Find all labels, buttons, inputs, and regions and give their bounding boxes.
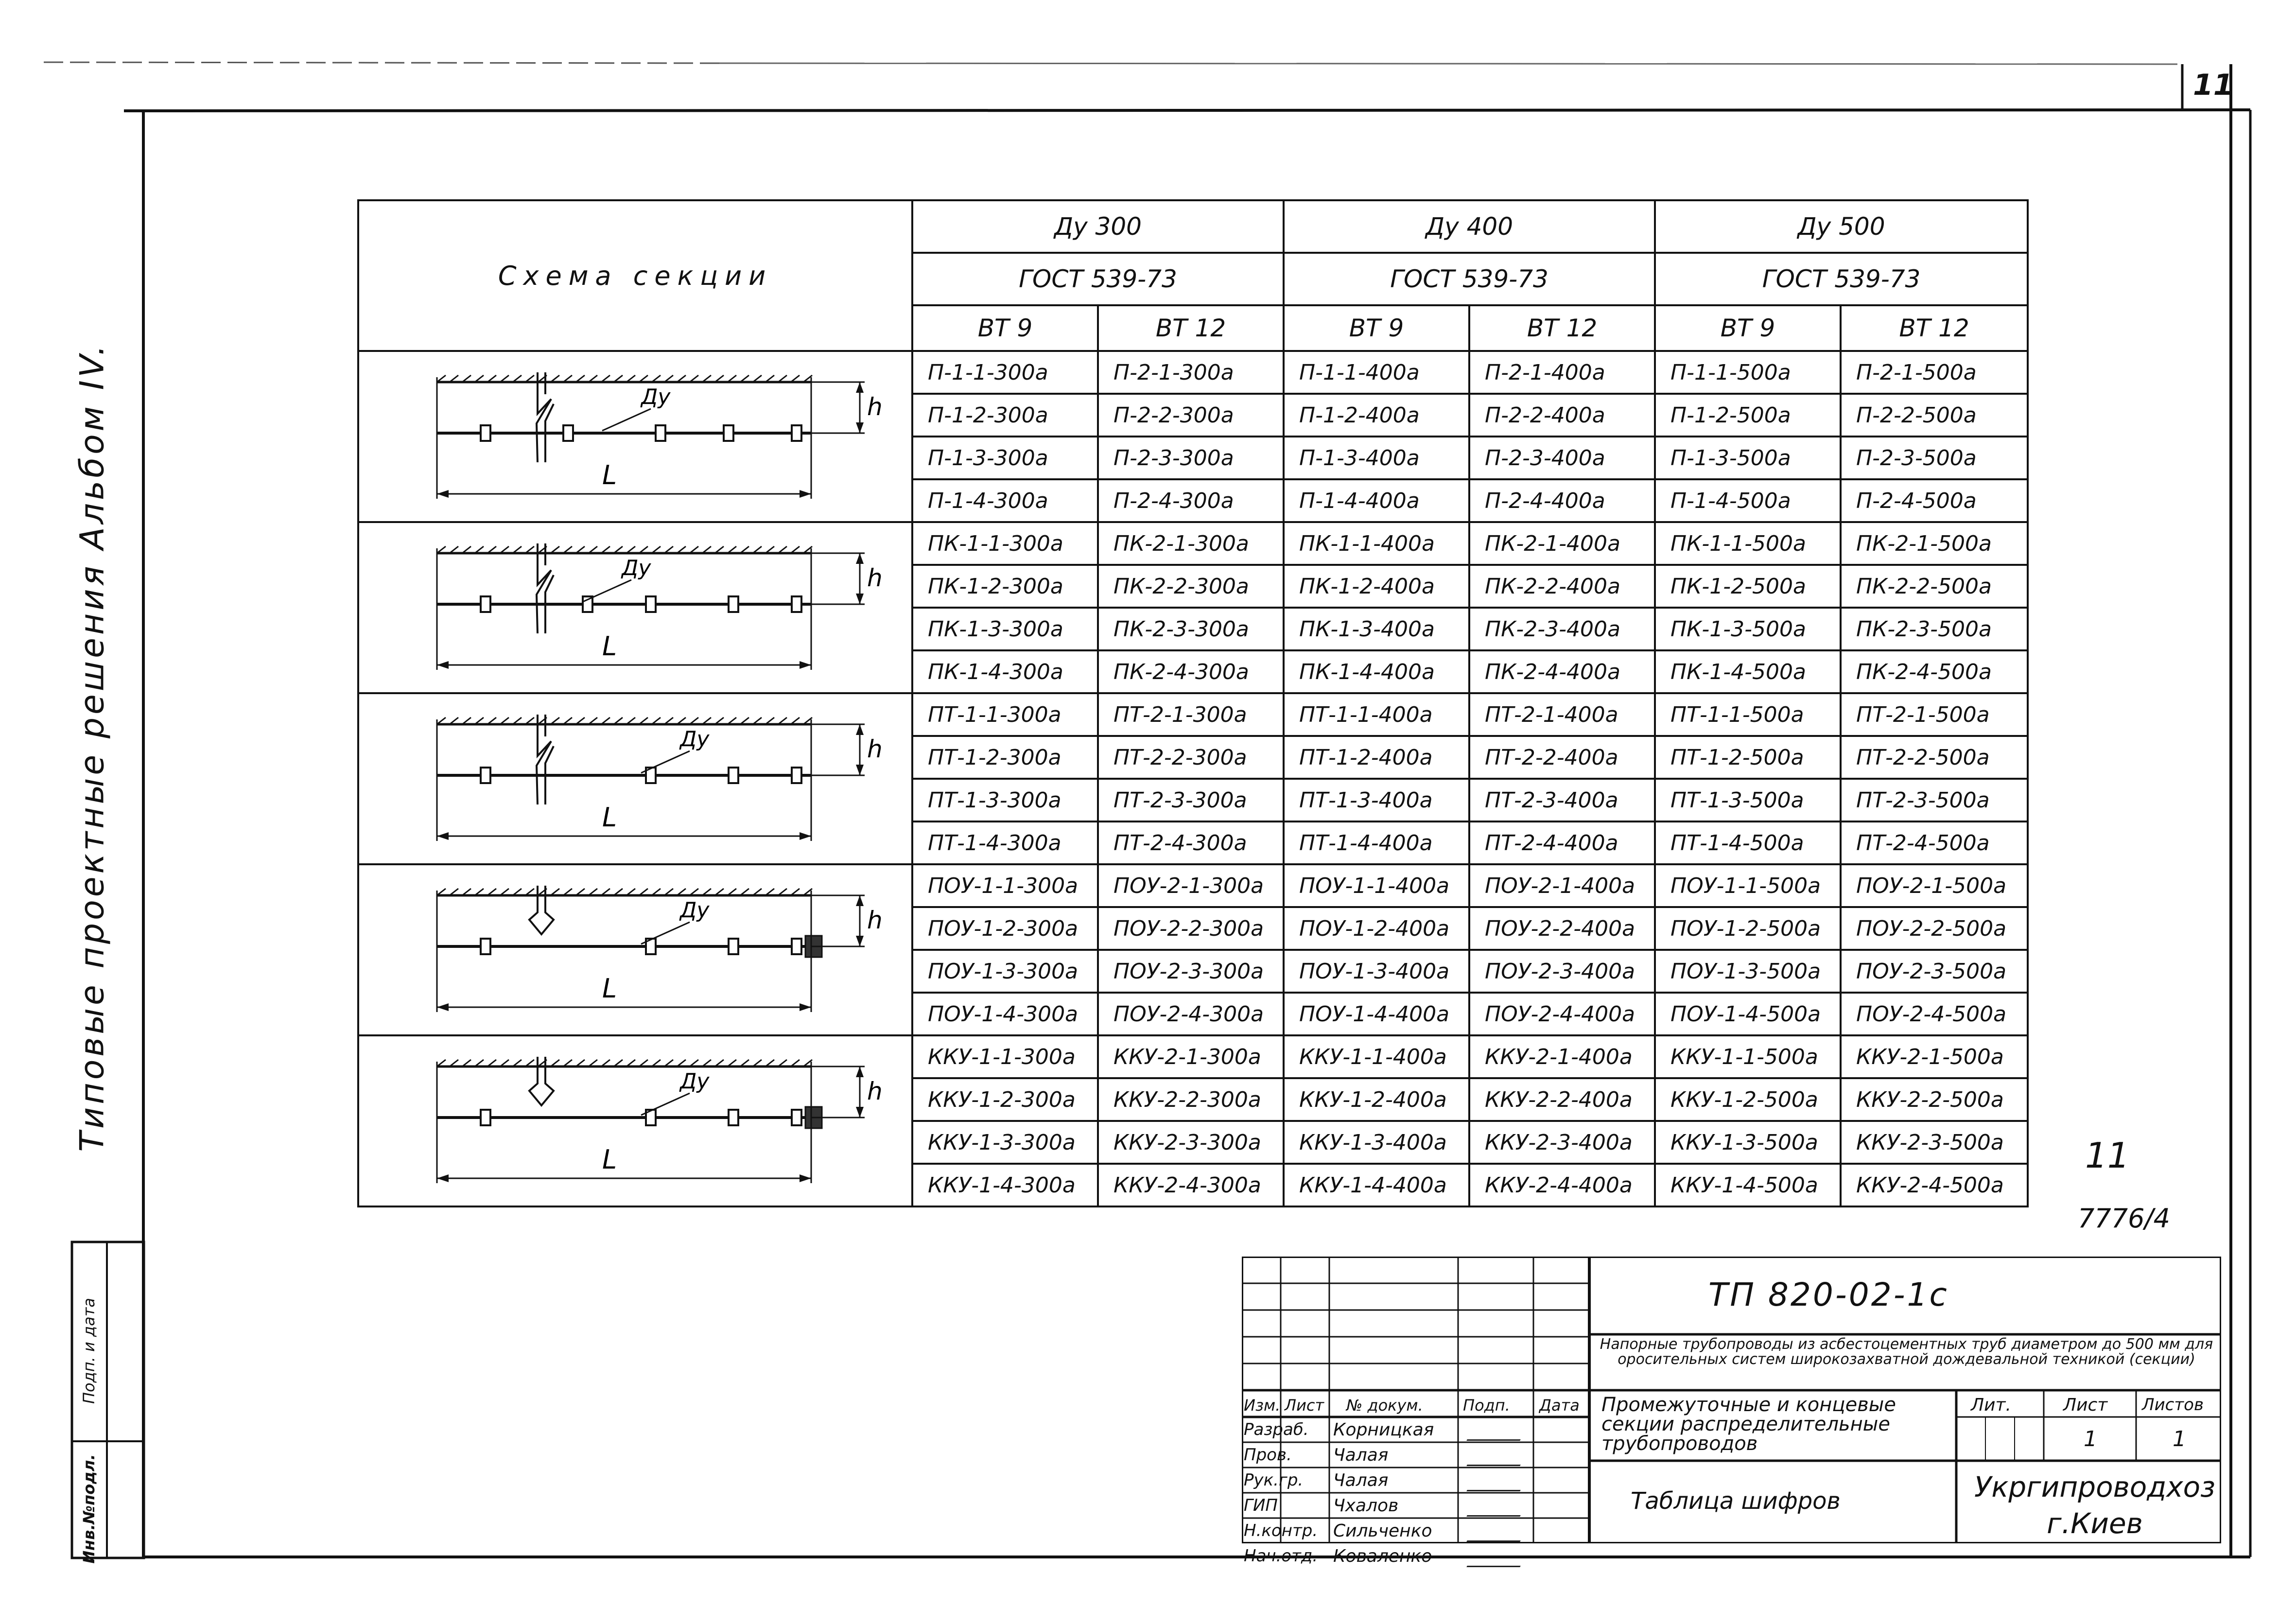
subheader-bt12: ВТ 12 [1098, 305, 1284, 351]
code-cell-bt9-500: ПОУ-1-3-500а [1655, 950, 1841, 993]
org-name: Укргипроводхоз [1974, 1470, 2215, 1503]
schema-header [358, 200, 912, 351]
code-cell-bt12-300: П-2-3-300а [1098, 437, 1284, 479]
code-cell-bt9-300: ПК-1-1-300а [912, 522, 1098, 565]
du-leader [641, 922, 690, 944]
code-cell-bt12-500: П-2-2-500а [1841, 394, 2028, 437]
code-cell-bt9-400: ПТ-1-3-400а [1284, 779, 1469, 821]
code-cell-bt12-300: П-2-1-300а [1098, 351, 1284, 394]
title-block [1242, 1257, 2221, 1566]
group-du-300: Ду 300 [912, 200, 1284, 253]
code-cell-bt9-500: ПК-1-1-500а [1655, 522, 1841, 565]
sheets-total: 1 [2173, 1427, 2186, 1451]
handwritten-signature [1466, 1551, 1527, 1567]
schema-cell-p [358, 351, 912, 522]
code-cell-bt9-400: П-1-2-400а [1284, 394, 1469, 437]
schema-cell-pou [358, 864, 912, 1035]
code-cell-bt9-400: П-1-4-400а [1284, 479, 1469, 522]
handwritten-signature [1466, 1450, 1527, 1466]
code-cell-bt12-400: ПТ-2-4-400а [1469, 821, 1655, 864]
code-cell-bt12-400: П-2-2-400а [1469, 394, 1655, 437]
staff-role: Рук.гр. [1244, 1470, 1304, 1490]
section-schema-diagram [359, 524, 911, 692]
code-cell-bt9-500: ПТ-1-2-500а [1655, 736, 1841, 779]
code-cell-bt12-400: ККУ-2-3-400а [1469, 1121, 1655, 1164]
project-code: ТП 820-02-1с [1708, 1276, 1949, 1313]
code-cell-bt9-500: П-1-3-500а [1655, 437, 1841, 479]
sheet-number: 1 [2084, 1427, 2097, 1451]
code-cell-bt12-400: ПК-2-4-400а [1469, 650, 1655, 693]
length-label: L [602, 630, 617, 662]
side-field-signature: Подп. и дата [80, 1298, 98, 1404]
sheet-name: Промежуточные и концевые секции распределительные трубопроводов [1601, 1394, 1896, 1455]
code-cell-bt9-300: П-1-4-300а [912, 479, 1098, 522]
code-cell-bt12-300: ПК-2-3-300а [1098, 608, 1284, 650]
length-label: L [602, 973, 617, 1004]
code-cell-bt9-300: ПОУ-1-1-300а [912, 864, 1098, 907]
code-cell-bt9-500: ККУ-1-3-500а [1655, 1121, 1841, 1164]
staff-name: Корницкая [1333, 1420, 1434, 1440]
pipe-coupling [729, 939, 738, 954]
staff-role: Н.контр. [1244, 1521, 1318, 1540]
staff-role: Разраб. [1244, 1420, 1309, 1439]
code-cell-bt12-500: ПК-2-3-500а [1841, 608, 2028, 650]
code-cell-bt9-500: П-1-1-500а [1655, 351, 1841, 394]
code-cell-bt9-500: ККУ-1-1-500а [1655, 1035, 1841, 1078]
schema-cell-pt [358, 693, 912, 864]
du-leader [641, 751, 690, 773]
code-cell-bt12-400: ПТ-2-2-400а [1469, 736, 1655, 779]
pipe-coupling [724, 425, 733, 441]
code-cell-bt12-500: ККУ-2-4-500а [1841, 1164, 2028, 1206]
code-cell-bt9-500: ПТ-1-3-500а [1655, 779, 1841, 821]
length-label: L [602, 802, 617, 833]
codes-table [357, 199, 2029, 1207]
staff-name: Чалая [1333, 1445, 1389, 1465]
section-schema-diagram [359, 353, 911, 521]
col-izm: Изм. [1244, 1396, 1281, 1415]
code-cell-bt9-500: ПОУ-1-1-500а [1655, 864, 1841, 907]
code-cell-bt9-500: П-1-4-500а [1655, 479, 1841, 522]
pipe-coupling [481, 939, 490, 954]
pipe-coupling [481, 596, 490, 612]
pipe-coupling [729, 596, 738, 612]
side-field-inventory: Инв.№подл. [80, 1454, 98, 1564]
code-cell-bt12-400: ККУ-2-1-400а [1469, 1035, 1655, 1078]
schema-header-text: Схема секции [498, 260, 773, 291]
pipe-coupling [481, 1110, 490, 1125]
code-cell-bt9-400: ПОУ-1-2-400а [1284, 907, 1469, 950]
code-cell-bt9-500: ККУ-1-4-500а [1655, 1164, 1841, 1206]
code-cell-bt9-500: ПОУ-1-4-500а [1655, 993, 1841, 1035]
code-cell-bt9-300: ПОУ-1-3-300а [912, 950, 1098, 993]
height-label: h [867, 1077, 883, 1105]
code-cell-bt9-400: ПТ-1-1-400а [1284, 693, 1469, 736]
side-album-title: Типовые проектные решения Альбом IV. [73, 342, 112, 1152]
pipe-coupling [792, 425, 801, 441]
code-cell-bt9-300: П-1-2-300а [912, 394, 1098, 437]
subheader-bt9: ВТ 9 [1284, 305, 1469, 351]
code-cell-bt12-500: ПТ-2-4-500а [1841, 821, 2028, 864]
code-cell-bt12-300: ПК-2-2-300а [1098, 565, 1284, 608]
schema-cell-kku [358, 1035, 912, 1206]
code-cell-bt12-300: ПОУ-2-1-300а [1098, 864, 1284, 907]
code-cell-bt9-500: П-1-2-500а [1655, 394, 1841, 437]
gost-500: ГОСТ 539-73 [1655, 253, 2028, 305]
col-doc: № докум. [1346, 1396, 1423, 1415]
code-cell-bt12-300: ПТ-2-4-300а [1098, 821, 1284, 864]
riser-pipe [537, 543, 554, 633]
code-cell-bt9-300: ПТ-1-2-300а [912, 736, 1098, 779]
subheader-bt12: ВТ 12 [1469, 305, 1655, 351]
pipe-coupling [792, 1110, 801, 1125]
du-label: Ду [680, 1068, 710, 1094]
code-cell-bt9-400: ККУ-1-2-400а [1284, 1078, 1469, 1121]
code-cell-bt9-400: П-1-1-400а [1284, 351, 1469, 394]
col-date: Дата [1539, 1396, 1580, 1415]
pipe-coupling [729, 768, 738, 783]
du-leader [641, 1093, 690, 1115]
code-cell-bt9-400: ПК-1-3-400а [1284, 608, 1469, 650]
height-label: h [867, 563, 883, 592]
pipe-coupling [563, 425, 573, 441]
org-city: г.Киев [2047, 1507, 2143, 1540]
code-cell-bt12-400: ПОУ-2-1-400а [1469, 864, 1655, 907]
code-cell-bt9-500: ПК-1-2-500а [1655, 565, 1841, 608]
code-cell-bt9-300: П-1-3-300а [912, 437, 1098, 479]
code-cell-bt9-500: ККУ-1-2-500а [1655, 1078, 1841, 1121]
code-cell-bt9-500: ПК-1-4-500а [1655, 650, 1841, 693]
pipe-coupling [729, 1110, 738, 1125]
group-du-400: Ду 400 [1284, 200, 1655, 253]
code-cell-bt9-300: ПТ-1-3-300а [912, 779, 1098, 821]
code-cell-bt9-300: ПТ-1-4-300а [912, 821, 1098, 864]
code-cell-bt12-300: П-2-4-300а [1098, 479, 1284, 522]
length-label: L [602, 1144, 617, 1175]
code-cell-bt9-300: П-1-1-300а [912, 351, 1098, 394]
code-cell-bt12-500: П-2-3-500а [1841, 437, 2028, 479]
code-cell-bt9-400: ПОУ-1-1-400а [1284, 864, 1469, 907]
code-cell-bt12-500: ПТ-2-2-500а [1841, 736, 2028, 779]
staff-role: ГИП [1244, 1496, 1278, 1515]
code-cell-bt12-300: ККУ-2-4-300а [1098, 1164, 1284, 1206]
riser-pipe [537, 372, 554, 462]
col-list: Лист [1285, 1396, 1324, 1415]
code-cell-bt12-300: ПК-2-4-300а [1098, 650, 1284, 693]
code-cell-bt9-400: ККУ-1-3-400а [1284, 1121, 1469, 1164]
code-cell-bt9-500: ПТ-1-4-500а [1655, 821, 1841, 864]
code-cell-bt12-300: ПОУ-2-2-300а [1098, 907, 1284, 950]
staff-name: Коваленко [1333, 1546, 1432, 1566]
code-cell-bt9-400: ПК-1-1-400а [1284, 522, 1469, 565]
code-cell-bt9-300: ККУ-1-1-300а [912, 1035, 1098, 1078]
height-label: h [867, 392, 883, 421]
code-cell-bt12-500: ПК-2-1-500а [1841, 522, 2028, 565]
col-sign: Подп. [1463, 1396, 1510, 1415]
schema-cell-pk [358, 522, 912, 693]
code-cell-bt12-500: ПК-2-2-500а [1841, 565, 2028, 608]
height-label: h [867, 734, 883, 763]
handwritten-signature [1466, 1475, 1527, 1491]
code-cell-bt9-500: ПТ-1-1-500а [1655, 693, 1841, 736]
code-cell-bt12-500: ПТ-2-3-500а [1841, 779, 2028, 821]
code-cell-bt12-500: П-2-4-500а [1841, 479, 2028, 522]
pipe-coupling [656, 425, 665, 441]
staff-name: Сильченко [1333, 1521, 1432, 1541]
code-cell-bt9-500: ПОУ-1-2-500а [1655, 907, 1841, 950]
table-row [358, 351, 2028, 394]
code-cell-bt12-500: ККУ-2-3-500а [1841, 1121, 2028, 1164]
code-cell-bt9-400: ПК-1-2-400а [1284, 565, 1469, 608]
code-cell-bt9-400: ПТ-1-4-400а [1284, 821, 1469, 864]
staff-name: Чхалов [1333, 1496, 1399, 1516]
pipe-coupling [481, 425, 490, 441]
code-cell-bt12-500: ПТ-2-1-500а [1841, 693, 2028, 736]
code-cell-bt12-400: ПОУ-2-2-400а [1469, 907, 1655, 950]
code-cell-bt9-300: ПТ-1-1-300а [912, 693, 1098, 736]
code-cell-bt12-500: ПК-2-4-500а [1841, 650, 2028, 693]
code-cell-bt12-500: ПОУ-2-3-500а [1841, 950, 2028, 993]
code-cell-bt9-300: ПК-1-2-300а [912, 565, 1098, 608]
code-cell-bt12-400: ККУ-2-4-400а [1469, 1164, 1655, 1206]
code-cell-bt9-400: ККУ-1-4-400а [1284, 1164, 1469, 1206]
code-cell-bt12-500: ККУ-2-2-500а [1841, 1078, 2028, 1121]
corner-sheet-number: 11 [2193, 68, 2234, 102]
table-row [358, 1035, 2028, 1078]
code-cell-bt12-500: П-2-1-500а [1841, 351, 2028, 394]
code-cell-bt12-300: ПОУ-2-3-300а [1098, 950, 1284, 993]
handwritten-signature [1466, 1425, 1527, 1441]
code-cell-bt12-300: ПК-2-1-300а [1098, 522, 1284, 565]
code-cell-bt12-300: ККУ-2-2-300а [1098, 1078, 1284, 1121]
code-cell-bt9-400: ПК-1-4-400а [1284, 650, 1469, 693]
handwritten-signature [1466, 1501, 1527, 1517]
code-cell-bt12-400: П-2-1-400а [1469, 351, 1655, 394]
pipe-coupling [481, 768, 490, 783]
section-schema-diagram [359, 866, 911, 1034]
pipe-coupling [792, 596, 801, 612]
drawing-name: Таблица шифров [1631, 1487, 1841, 1515]
sheet-label: Лист [2063, 1395, 2108, 1415]
code-cell-bt12-300: ПТ-2-1-300а [1098, 693, 1284, 736]
du-leader [602, 409, 651, 431]
table-row [358, 693, 2028, 736]
code-cell-bt12-500: ККУ-2-1-500а [1841, 1035, 2028, 1078]
code-cell-bt12-400: П-2-4-400а [1469, 479, 1655, 522]
code-cell-bt9-400: ПОУ-1-4-400а [1284, 993, 1469, 1035]
du-label: Ду [622, 555, 651, 580]
code-cell-bt9-300: ПК-1-3-300а [912, 608, 1098, 650]
code-cell-bt9-400: П-1-3-400а [1284, 437, 1469, 479]
code-cell-bt12-300: ПОУ-2-4-300а [1098, 993, 1284, 1035]
du-label: Ду [680, 726, 710, 752]
section-schema-diagram [359, 695, 911, 863]
code-cell-bt12-300: ККУ-2-1-300а [1098, 1035, 1284, 1078]
du-label: Ду [641, 384, 671, 409]
group-du-500: Ду 500 [1655, 200, 2028, 253]
code-cell-bt12-400: ПОУ-2-3-400а [1469, 950, 1655, 993]
subheader-bt9: ВТ 9 [1655, 305, 1841, 351]
code-cell-bt12-500: ПОУ-2-2-500а [1841, 907, 2028, 950]
code-cell-bt12-400: ККУ-2-2-400а [1469, 1078, 1655, 1121]
code-cell-bt12-500: ПОУ-2-4-500а [1841, 993, 2028, 1035]
handwritten-signature [1466, 1526, 1527, 1542]
du-label: Ду [680, 897, 710, 923]
subheader-bt9: ВТ 9 [912, 305, 1098, 351]
code-cell-bt12-300: ПТ-2-3-300а [1098, 779, 1284, 821]
code-cell-bt12-300: П-2-2-300а [1098, 394, 1284, 437]
code-cell-bt12-300: ККУ-2-3-300а [1098, 1121, 1284, 1164]
code-cell-bt12-400: ПК-2-2-400а [1469, 565, 1655, 608]
riser-pipe [537, 715, 554, 804]
staff-role: Нач.отд. [1244, 1546, 1318, 1566]
table-row [358, 864, 2028, 907]
height-label: h [867, 906, 883, 934]
code-cell-bt12-500: ПОУ-2-1-500а [1841, 864, 2028, 907]
code-cell-bt12-400: ПК-2-1-400а [1469, 522, 1655, 565]
lit-label: Лит. [1971, 1395, 2011, 1415]
project-description: Напорные трубопроводы из асбестоцементных труб диаметром до 500 мм для оросительных систем широкозахватной дождевальной техникой (секции) [1600, 1336, 2213, 1368]
code-cell-bt9-500: ПК-1-3-500а [1655, 608, 1841, 650]
gost-400: ГОСТ 539-73 [1284, 253, 1655, 305]
table-row [358, 522, 2028, 565]
staff-role: Пров. [1244, 1445, 1292, 1465]
code-cell-bt12-400: ПОУ-2-4-400а [1469, 993, 1655, 1035]
code-cell-bt9-300: ККУ-1-4-300а [912, 1164, 1098, 1206]
archive-number: 7776/4 [2078, 1203, 2170, 1234]
code-cell-bt9-400: ПОУ-1-3-400а [1284, 950, 1469, 993]
code-cell-bt9-400: ПТ-1-2-400а [1284, 736, 1469, 779]
staff-name: Чалая [1333, 1470, 1389, 1490]
code-cell-bt12-400: П-2-3-400а [1469, 437, 1655, 479]
subheader-bt12: ВТ 12 [1841, 305, 2028, 351]
section-schema-diagram [359, 1037, 911, 1205]
pipe-coupling [792, 768, 801, 783]
pipe-coupling [792, 939, 801, 954]
code-cell-bt9-400: ККУ-1-1-400а [1284, 1035, 1469, 1078]
length-label: L [602, 459, 617, 490]
margin-note: 11 [2085, 1135, 2130, 1176]
code-cell-bt9-300: ПОУ-1-2-300а [912, 907, 1098, 950]
code-cell-bt12-400: ПТ-2-1-400а [1469, 693, 1655, 736]
code-cell-bt9-300: ККУ-1-3-300а [912, 1121, 1098, 1164]
pipe-coupling [646, 596, 656, 612]
code-cell-bt12-400: ПК-2-3-400а [1469, 608, 1655, 650]
code-cell-bt12-300: ПТ-2-2-300а [1098, 736, 1284, 779]
code-cell-bt9-300: ККУ-1-2-300а [912, 1078, 1098, 1121]
code-cell-bt12-400: ПТ-2-3-400а [1469, 779, 1655, 821]
sheets-label: Листов [2142, 1395, 2204, 1415]
gost-300: ГОСТ 539-73 [912, 253, 1284, 305]
code-cell-bt9-300: ПК-1-4-300а [912, 650, 1098, 693]
code-cell-bt9-300: ПОУ-1-4-300а [912, 993, 1098, 1035]
du-leader [583, 580, 631, 602]
